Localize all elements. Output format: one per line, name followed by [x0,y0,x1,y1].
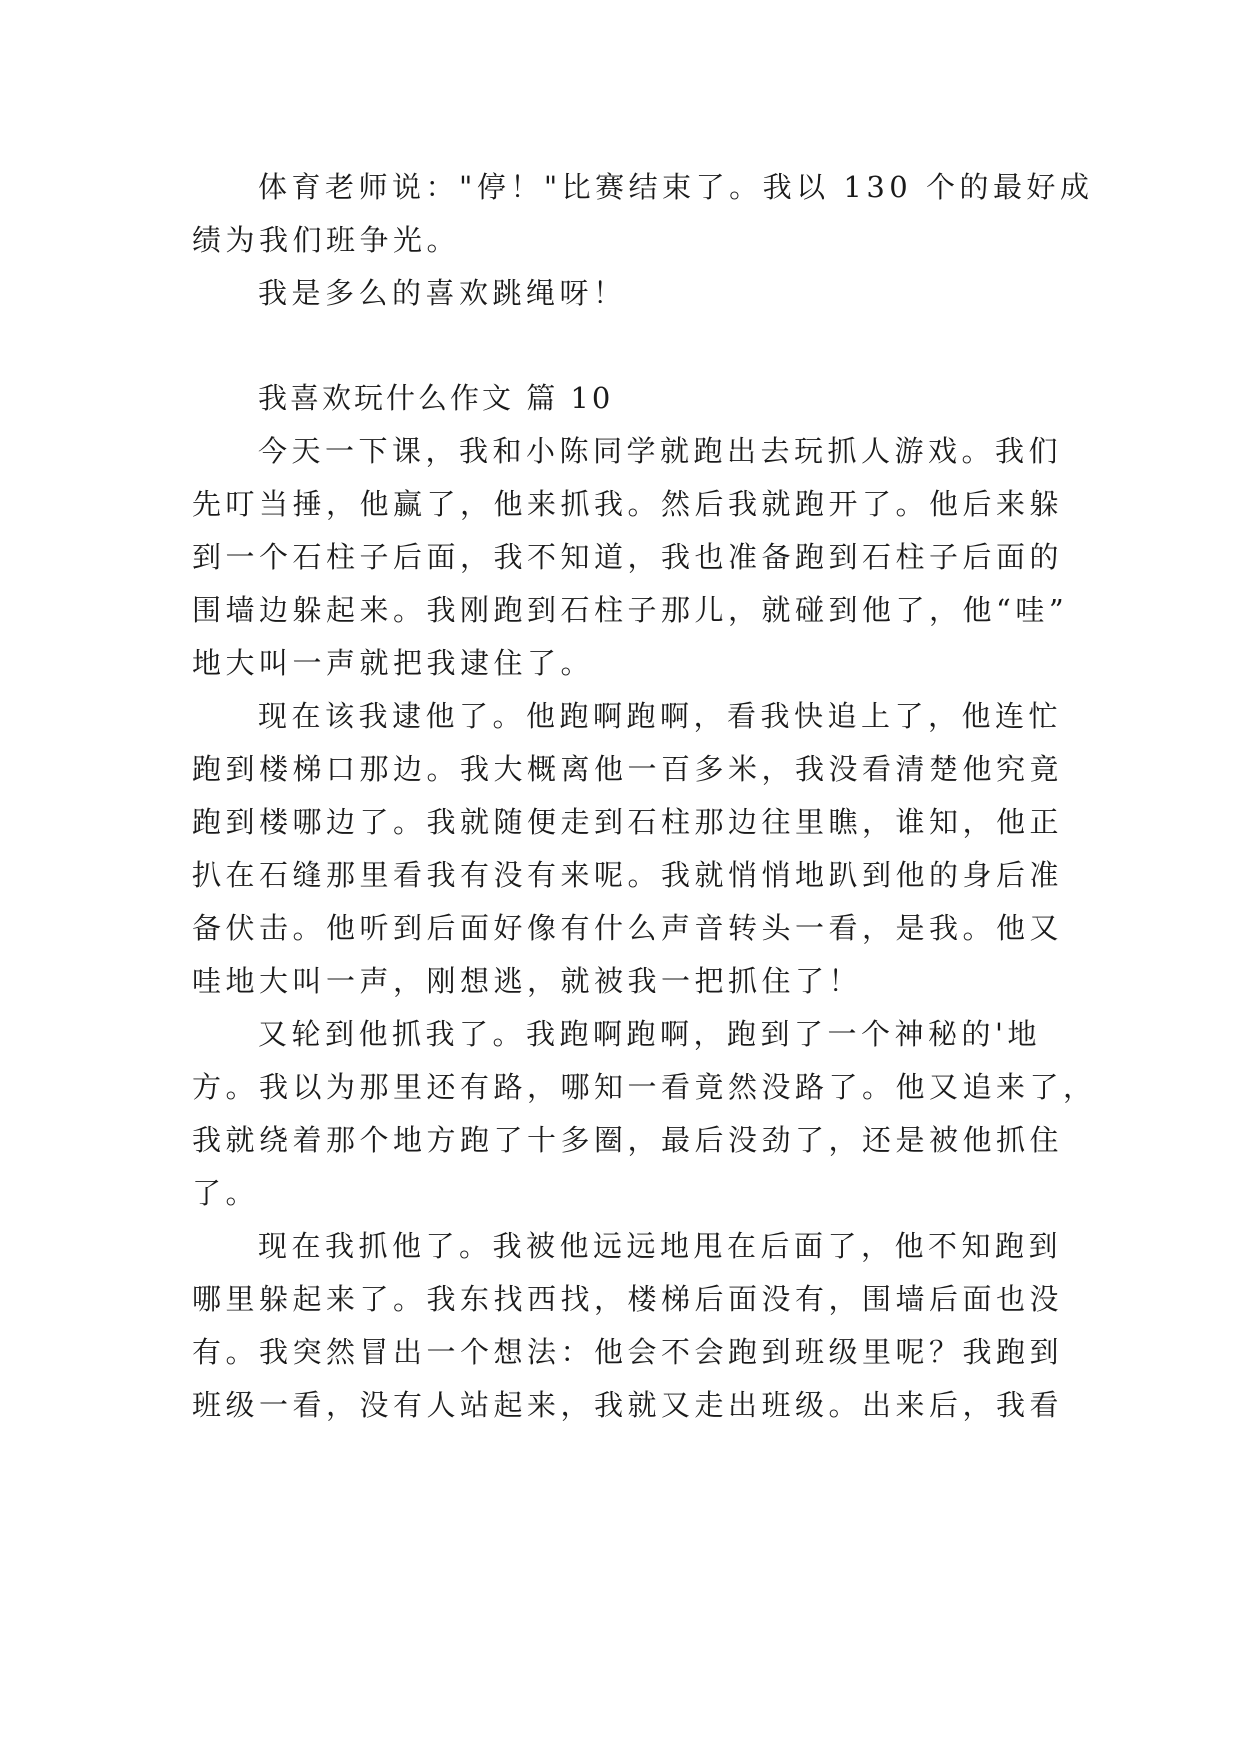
paragraph-line: 扒在石缝那里看我有没有来呢。我就悄悄地趴到他的身后准 [192,858,1064,892]
paragraph-line: 现在该我逮他了。他跑啊跑啊，看我快追上了，他连忙 [258,699,1063,733]
paragraph-line: 跑到楼梯口那边。我大概离他一百多米，我没看清楚他究竟 [192,752,1064,786]
paragraph-line: 又轮到他抓我了。我跑啊跑啊，跑到了一个神秘的'地 [258,1017,1041,1051]
paragraph-line: 现在我抓他了。我被他远远地甩在后面了，他不知跑到 [258,1229,1063,1263]
paragraph-line: 体育老师说："停！"比赛结束了。我以 130 个的最好成 [258,170,1094,204]
paragraph-line: 我就绕着那个地方跑了十多圈，最后没劲了，还是被他抓住 [192,1123,1064,1157]
paragraph-line: 到一个石柱子后面，我不知道，我也准备跑到石柱子后面的 [192,540,1064,574]
paragraph-line: 备伏击。他听到后面好像有什么声音转头一看，是我。他又 [192,911,1064,945]
paragraph-line: 绩为我们班争光。 [192,223,461,257]
paragraph-line: 方。我以为那里还有路，哪知一看竟然没路了。他又追来了， [192,1070,1097,1104]
paragraph-line: 了。 [192,1176,260,1210]
paragraph-line: 我是多么的喜欢跳绳呀！ [258,276,627,310]
paragraph-line: 今天一下课，我和小陈同学就跑出去玩抓人游戏。我们 [258,434,1063,468]
paragraph-line: 跑到楼哪边了。我就随便走到石柱那边往里瞧，谁知，他正 [192,805,1064,839]
paragraph-line: 有。我突然冒出一个想法：他会不会跑到班级里呢？我跑到 [192,1335,1064,1369]
paragraph-line: 哪里躲起来了。我东找西找，楼梯后面没有，围墙后面也没 [192,1282,1064,1316]
paragraph-line: 地大叫一声就把我逮住了。 [192,646,595,680]
paragraph-line: 哇地大叫一声，刚想逃，就被我一把抓住了！ [192,964,863,998]
paragraph-line: 班级一看，没有人站起来，我就又走出班级。出来后，我看 [192,1388,1064,1422]
section-heading: 我喜欢玩什么作文 篇 10 [258,381,614,415]
paragraph-line: 围墙边躲起来。我刚跑到石柱子那儿，就碰到他了，他“哇” [192,593,1069,627]
paragraph-line: 先叮当捶，他赢了，他来抓我。然后我就跑开了。他后来躲 [192,487,1064,521]
